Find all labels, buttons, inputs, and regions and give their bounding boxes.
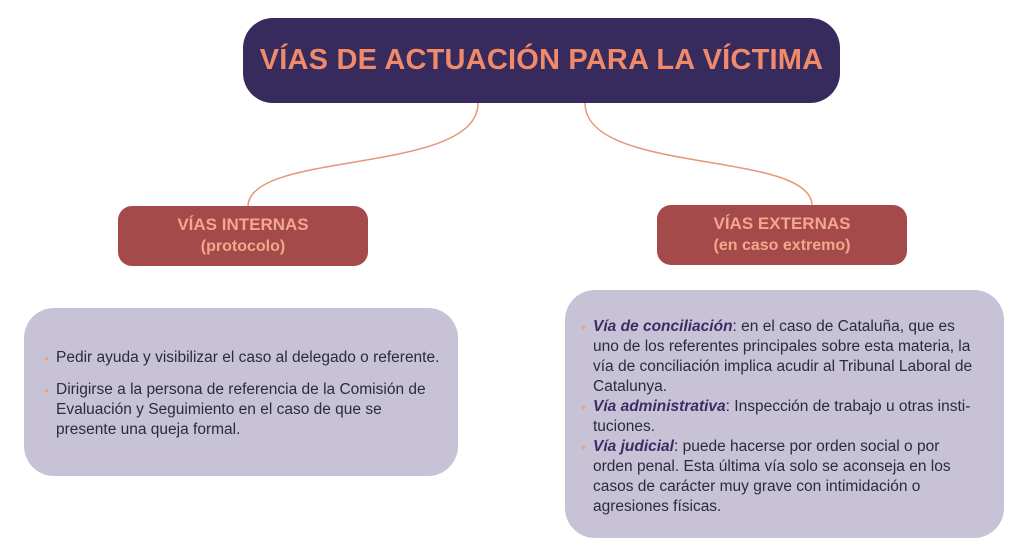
connector-left xyxy=(248,103,478,206)
internal-route-item: • Pedir ayuda y visibilizar el caso al delegado o referente. xyxy=(44,348,440,368)
external-route-item xyxy=(581,397,982,437)
internal-routes-box xyxy=(118,206,368,266)
route-term: Vía de conciliación xyxy=(593,318,733,335)
external-routes-heading: VÍAS EXTERNAS xyxy=(713,214,851,233)
connector-right xyxy=(585,103,812,205)
route-description: Inspección de trabajo u otras instituciones. xyxy=(593,398,971,435)
route-term: Vía judicial xyxy=(593,438,674,455)
external-routes-subheading: (en caso extremo) xyxy=(713,237,851,254)
internal-routes-heading: VÍAS INTERNAS xyxy=(177,215,309,234)
route-separator: : xyxy=(673,438,679,455)
internal-route-item: • Dirigirse a la persona de referencia de la Comisión de Evaluación y Seguimiento en el caso de que se presente una queja formal. xyxy=(44,380,440,440)
external-routes-list xyxy=(581,317,982,517)
main-title: VÍAS DE ACTUACIÓN PARA LA VÍCTIMA xyxy=(259,44,824,76)
external-routes-box xyxy=(657,205,907,265)
internal-routes-content xyxy=(24,308,458,476)
route-description: en el caso de Cataluña, que es uno de los referentes principales sobre esta materia, la vía de conciliación implica acudir al Tribunal Laboral de Catalunya. xyxy=(593,318,973,395)
external-routes-content xyxy=(565,290,1004,538)
external-route-item xyxy=(581,317,982,397)
route-description: puede hacerse por orden social o por orden penal. Esta última vía solo se aconseja en los casos de carácter muy grave con intimidación o agresiones físicas. xyxy=(593,438,951,515)
internal-routes-list xyxy=(44,348,440,440)
route-term: Vía administrativa xyxy=(593,398,726,415)
internal-routes-subheading: (protocolo) xyxy=(200,238,286,255)
route-separator: : xyxy=(732,318,737,335)
route-separator: : xyxy=(725,398,730,415)
external-route-item xyxy=(581,437,982,517)
main-title-box xyxy=(243,18,840,103)
